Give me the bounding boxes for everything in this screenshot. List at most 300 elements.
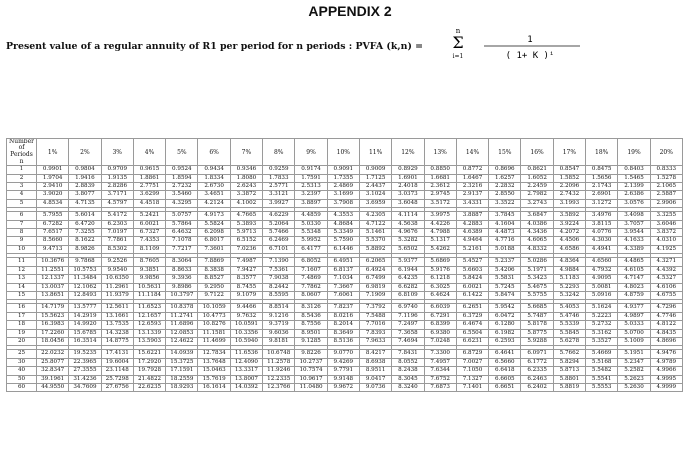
period-cell: 15 [7, 291, 37, 299]
factor-cell: 5.2337 [489, 258, 521, 266]
factor-cell: 5.0330 [295, 220, 327, 228]
factor-cell: 2.6386 [618, 191, 650, 199]
factor-cell: 7.4869 [295, 275, 327, 283]
factor-cell: 5.3282 [392, 237, 424, 245]
table-row [7, 199, 683, 207]
factor-cell: 5.2421 [133, 212, 165, 220]
factor-cell: 11.2551 [37, 266, 69, 274]
factor-cell: 0.9091 [327, 166, 359, 174]
factor-cell: 4.3271 [650, 258, 682, 266]
period-cell: 3 [7, 183, 37, 191]
factor-cell: 8.3838 [198, 266, 230, 274]
factor-cell: 4.9476 [650, 350, 682, 358]
factor-cell: 4.4865 [618, 258, 650, 266]
period-cell: 40 [7, 367, 37, 375]
factor-cell: 5.7955 [37, 212, 69, 220]
factor-cell: 4.0776 [586, 229, 618, 237]
rate-header: 1% [37, 139, 69, 166]
factor-cell: 14.9920 [69, 321, 101, 329]
rate-header: 9% [295, 139, 327, 166]
factor-cell: 4.5638 [392, 220, 424, 228]
factor-cell: 7.0236 [230, 245, 262, 253]
factor-cell: 2.2096 [553, 183, 585, 191]
factor-cell: 5.3162 [586, 329, 618, 337]
factor-cell: 5.0700 [618, 329, 650, 337]
factor-cell: 5.8819 [553, 383, 585, 391]
factor-cell: 5.2630 [618, 383, 650, 391]
factor-cell: 7.1034 [327, 275, 359, 283]
factor-cell: 13.8007 [230, 375, 262, 383]
factor-cell: 10.0591 [230, 321, 262, 329]
factor-cell: 3.9927 [263, 199, 295, 207]
factor-cell: 17.2920 [133, 358, 165, 366]
factor-cell: 9.0770 [327, 350, 359, 358]
page-title: APPENDIX 2 [308, 3, 392, 19]
factor-cell: 5.0081 [586, 283, 618, 291]
factor-cell: 3.6048 [392, 199, 424, 207]
factor-cell: 5.8294 [553, 358, 585, 366]
factor-cell: 3.9544 [618, 229, 650, 237]
factor-cell: 9.9540 [101, 266, 133, 274]
factor-cell: 8.3649 [327, 329, 359, 337]
factor-cell: 18.0456 [37, 337, 69, 345]
factor-cell: 23.1148 [101, 367, 133, 375]
factor-cell: 9.1216 [263, 312, 295, 320]
factor-cell: 1.6052 [521, 174, 553, 182]
factor-cell: 4.4859 [295, 212, 327, 220]
factor-cell: 2.9137 [456, 191, 488, 199]
factor-cell: 3.4976 [586, 212, 618, 220]
period-cell: 17 [7, 312, 37, 320]
formula-numerator: 1 [527, 35, 533, 45]
factor-cell: 3.3522 [489, 199, 521, 207]
factor-cell: 0.8475 [586, 166, 618, 174]
factor-cell: 5.0333 [618, 321, 650, 329]
factor-cell: 32.8347 [37, 367, 69, 375]
factor-cell: 5.6685 [521, 304, 553, 312]
rate-header: 7% [230, 139, 262, 166]
factor-cell: 5.1951 [618, 350, 650, 358]
factor-cell: 4.8122 [650, 321, 682, 329]
factor-cell: 14.2919 [69, 312, 101, 320]
factor-cell: 8.5302 [101, 245, 133, 253]
factor-cell: 5.2347 [618, 358, 650, 366]
factor-cell: 5.5831 [489, 275, 521, 283]
factor-cell: 10.7574 [295, 367, 327, 375]
factor-cell: 5.6014 [69, 212, 101, 220]
factor-cell: 4.8364 [553, 258, 585, 266]
factor-cell: 5.9542 [489, 304, 521, 312]
factor-cell: 1.5852 [553, 174, 585, 182]
table-row [7, 367, 683, 375]
factor-cell: 13.8651 [37, 291, 69, 299]
period-cell: 1 [7, 166, 37, 174]
factor-cell: 5.8424 [456, 275, 488, 283]
factor-cell: 15.6785 [69, 329, 101, 337]
factor-cell: 3.6847 [521, 212, 553, 220]
factor-cell: 8.5136 [327, 337, 359, 345]
factor-cell: 2.2459 [521, 183, 553, 191]
factor-cell: 8.2442 [263, 283, 295, 291]
factor-cell: 7.1196 [392, 312, 424, 320]
factor-cell: 2.8839 [69, 183, 101, 191]
rate-header: 8% [263, 139, 295, 166]
factor-cell: 8.7556 [295, 321, 327, 329]
table-row [7, 291, 683, 299]
period-cell: 10 [7, 245, 37, 253]
factor-cell: 9.3936 [166, 275, 198, 283]
factor-cell: 3.4098 [618, 212, 650, 220]
factor-cell: 3.3121 [263, 191, 295, 199]
factor-cell: 12.8493 [69, 291, 101, 299]
factor-cell: 7.1078 [166, 237, 198, 245]
factor-cell: 4.6105 [618, 266, 650, 274]
factor-cell: 7.6873 [424, 383, 456, 391]
factor-cell: 9.9856 [133, 275, 165, 283]
factor-cell: 31.4236 [69, 375, 101, 383]
factor-cell: 5.3527 [586, 337, 618, 345]
factor-cell: 6.2593 [489, 337, 521, 345]
factor-cell: 4.3389 [618, 245, 650, 253]
factor-cell: 5.0757 [166, 212, 198, 220]
factor-cell: 7.3667 [327, 283, 359, 291]
factor-cell: 8.4217 [359, 350, 391, 358]
factor-cell: 10.9617 [295, 375, 327, 383]
factor-cell: 14.0392 [230, 383, 262, 391]
factor-cell: 10.3676 [37, 258, 69, 266]
factor-cell: 10.5940 [230, 337, 262, 345]
factor-cell: 3.7845 [489, 212, 521, 220]
factor-cell: 6.5660 [489, 358, 521, 366]
factor-cell: 8.6938 [359, 358, 391, 366]
factor-cell: 4.9789 [650, 358, 682, 366]
factor-cell: 9.7791 [327, 367, 359, 375]
rate-header: 11% [359, 139, 391, 166]
factor-cell: 25.7298 [101, 375, 133, 383]
factor-cell: 7.1050 [456, 367, 488, 375]
factor-cell: 6.4674 [456, 321, 488, 329]
rate-header: 12% [392, 139, 424, 166]
factor-cell: 1.8080 [230, 174, 262, 182]
factor-cell: 7.0027 [456, 358, 488, 366]
table-row [7, 212, 683, 220]
factor-cell: 4.7716 [489, 237, 521, 245]
factor-cell: 4.1002 [230, 199, 262, 207]
factor-cell: 5.5845 [553, 329, 585, 337]
rate-header: 18% [586, 139, 618, 166]
factor-cell: 19.5235 [69, 350, 101, 358]
formula-sum-lower: i=1 [452, 53, 464, 60]
factor-cell: 6.6039 [424, 304, 456, 312]
rate-header: 20% [650, 139, 682, 166]
factor-cell: 9.6036 [263, 329, 295, 337]
factor-cell: 6.2303 [101, 220, 133, 228]
factor-cell: 0.9346 [230, 166, 262, 174]
factor-cell: 6.5504 [456, 329, 488, 337]
period-cell: 19 [7, 329, 37, 337]
period-cell: 2 [7, 174, 37, 182]
factor-cell: 6.6651 [489, 383, 521, 391]
rate-header: 17% [553, 139, 585, 166]
factor-cell: 4.5797 [101, 199, 133, 207]
factor-cell: 10.8276 [198, 321, 230, 329]
factor-cell: 4.9884 [553, 266, 585, 274]
factor-cell: 4.6586 [553, 245, 585, 253]
factor-cell: 10.6350 [101, 275, 133, 283]
table-body [7, 166, 683, 392]
factor-cell: 7.6752 [424, 375, 456, 383]
factor-cell: 4.8023 [618, 283, 650, 291]
factor-cell: 12.4622 [166, 337, 198, 345]
factor-cell: 2.3216 [456, 183, 488, 191]
factor-cell: 9.1285 [295, 337, 327, 345]
factor-cell: 4.8435 [650, 329, 682, 337]
factor-cell: 34.7609 [69, 383, 101, 391]
factor-cell: 4.6065 [521, 237, 553, 245]
factor-cell: 2.8286 [101, 183, 133, 191]
factor-cell: 5.6502 [392, 245, 424, 253]
factor-cell: 4.1604 [489, 220, 521, 228]
factor-cell: 5.5348 [295, 229, 327, 237]
period-cell: 13 [7, 275, 37, 283]
factor-cell: 2.8550 [489, 191, 521, 199]
factor-cell: 2.6243 [230, 183, 262, 191]
factor-cell: 10.1059 [198, 304, 230, 312]
factor-cell: 1.7833 [263, 174, 295, 182]
factor-cell: 7.1327 [456, 375, 488, 383]
factor-cell: 5.4746 [553, 312, 585, 320]
factor-cell: 6.4235 [392, 275, 424, 283]
table-row [7, 174, 683, 182]
factor-cell: 25.8077 [37, 358, 69, 366]
factor-cell: 4.2072 [553, 229, 585, 237]
factor-cell: 6.8137 [327, 266, 359, 274]
factor-cell: 13.7648 [198, 358, 230, 366]
factor-cell: 4.7296 [650, 304, 682, 312]
factor-cell: 1.8594 [166, 174, 198, 182]
factor-cell: 11.1184 [133, 291, 165, 299]
factor-cell: 7.8431 [392, 350, 424, 358]
factor-cell: 4.8759 [618, 291, 650, 299]
factor-cell: 5.5755 [521, 291, 553, 299]
factor-cell: 9.0736 [359, 383, 391, 391]
factor-cell: 4.4518 [133, 199, 165, 207]
factor-cell: 7.5361 [263, 266, 295, 274]
factor-cell: 5.4053 [553, 304, 585, 312]
factor-cell: 10.2737 [295, 358, 327, 366]
factor-cell: 7.1607 [295, 266, 327, 274]
factor-cell: 8.0552 [392, 358, 424, 366]
table-row [7, 358, 683, 366]
factor-cell: 5.3423 [521, 275, 553, 283]
factor-cell: 8.3045 [392, 375, 424, 383]
table-row [7, 229, 683, 237]
table-row [7, 166, 683, 174]
factor-cell: 5.7590 [327, 237, 359, 245]
factor-cell: 14.3238 [101, 329, 133, 337]
factor-cell: 5.6869 [424, 258, 456, 266]
factor-cell: 12.1337 [37, 275, 69, 283]
factor-cell: 11.3484 [69, 275, 101, 283]
period-cell: 25 [7, 350, 37, 358]
factor-cell: 10.8378 [166, 304, 198, 312]
factor-cell: 1.7591 [295, 174, 327, 182]
factor-cell: 5.7662 [553, 350, 585, 358]
factor-cell: 5.4206 [489, 266, 521, 274]
factor-cell: 4.7122 [359, 220, 391, 228]
rate-header: 15% [489, 139, 521, 166]
rate-header: 4% [133, 139, 165, 166]
table-row [7, 266, 683, 274]
factor-cell: 9.7632 [230, 312, 262, 320]
period-cell: 11 [7, 258, 37, 266]
factor-cell: 5.4675 [521, 283, 553, 291]
factor-cell: 9.4269 [327, 358, 359, 366]
factor-cell: 4.4226 [424, 220, 456, 228]
pvfa-table [6, 138, 683, 392]
factor-cell: 5.2161 [456, 245, 488, 253]
factor-cell: 6.4632 [166, 229, 198, 237]
factor-cell: 11.4699 [198, 337, 230, 345]
factor-cell: 7.6344 [424, 367, 456, 375]
factor-cell: 3.8115 [586, 220, 618, 228]
factor-cell: 5.7466 [263, 229, 295, 237]
factor-cell: 8.2014 [327, 321, 359, 329]
factor-cell: 0.9709 [101, 166, 133, 174]
factor-cell: 10.4773 [198, 312, 230, 320]
factor-cell: 8.5595 [263, 291, 295, 299]
period-cell: 7 [7, 220, 37, 228]
factor-cell: 1.5465 [618, 174, 650, 182]
factor-cell: 12.1657 [133, 312, 165, 320]
factor-cell: 3.6959 [359, 199, 391, 207]
factor-cell: 7.4987 [230, 258, 262, 266]
factor-cell: 16.3514 [69, 337, 101, 345]
rate-header: 10% [327, 139, 359, 166]
factor-cell: 1.9135 [101, 174, 133, 182]
factor-cell: 13.7535 [101, 321, 133, 329]
table-row [7, 258, 683, 266]
factor-cell: 8.9511 [359, 367, 391, 375]
factor-cell: 6.9380 [424, 329, 456, 337]
factor-cell: 16.3983 [37, 321, 69, 329]
factor-cell: 6.4951 [327, 258, 359, 266]
factor-cell: 6.2463 [521, 375, 553, 383]
factor-cell: 2.2832 [489, 183, 521, 191]
factor-cell: 0.8333 [650, 166, 682, 174]
factor-cell: 9.8986 [166, 283, 198, 291]
rate-header: 14% [456, 139, 488, 166]
factor-cell: 6.1982 [489, 329, 521, 337]
formula-sum-upper: n [455, 27, 461, 35]
factor-cell: 2.4437 [359, 183, 391, 191]
factor-cell: 2.5887 [650, 191, 682, 199]
factor-cell: 2.9410 [37, 183, 69, 191]
factor-cell: 0.9259 [263, 166, 295, 174]
factor-cell: 6.4720 [69, 220, 101, 228]
factor-cell: 6.8052 [295, 258, 327, 266]
factor-cell: 8.1622 [69, 237, 101, 245]
factor-cell: 3.2397 [295, 191, 327, 199]
factor-cell: 7.7861 [101, 237, 133, 245]
factor-cell: 3.6046 [650, 220, 682, 228]
factor-cell: 6.1280 [489, 321, 521, 329]
factor-cell: 9.2526 [101, 258, 133, 266]
factor-cell: 6.2335 [521, 367, 553, 375]
factor-cell: 2.6901 [586, 191, 618, 199]
factor-cell: 4.6755 [650, 291, 682, 299]
factor-cell: 11.6536 [230, 350, 262, 358]
factor-cell: 13.5903 [133, 337, 165, 345]
factor-cell: 6.3025 [424, 283, 456, 291]
factor-cell: 5.9377 [392, 258, 424, 266]
factor-cell: 5.9288 [521, 337, 553, 345]
factor-cell: 1.6467 [456, 174, 488, 182]
factor-cell: 5.3893 [230, 220, 262, 228]
factor-cell: 3.7908 [327, 199, 359, 207]
factor-cell: 5.2223 [586, 312, 618, 320]
factor-cell: 0.9804 [69, 166, 101, 174]
factor-cell: 6.2098 [198, 229, 230, 237]
rate-header: 5% [166, 139, 198, 166]
table-row [7, 383, 683, 391]
factor-cell: 6.7327 [133, 229, 165, 237]
factor-cell: 4.3295 [166, 199, 198, 207]
factor-cell: 6.9740 [392, 304, 424, 312]
factor-cell: 3.9224 [553, 220, 585, 228]
table-row [7, 237, 683, 245]
period-cell: 50 [7, 375, 37, 383]
factor-cell: 4.9095 [586, 275, 618, 283]
factor-cell: 5.4262 [424, 245, 456, 253]
factor-cell: 8.1109 [133, 245, 165, 253]
factor-cell: 7.3601 [198, 245, 230, 253]
factor-cell: 0.8772 [456, 166, 488, 174]
factor-cell: 3.1024 [359, 191, 391, 199]
factor-cell: 5.1317 [424, 237, 456, 245]
factor-cell: 4.9173 [198, 212, 230, 220]
formula-denominator: ( 1+ K )ⁱ [505, 51, 555, 61]
factor-cell: 4.2305 [359, 212, 391, 220]
factor-cell: 5.5824 [198, 220, 230, 228]
corner-label: Number of Periods [8, 138, 35, 158]
factor-cell: 5.9952 [295, 237, 327, 245]
factor-cell: 4.9995 [650, 375, 682, 383]
factor-cell: 7.8869 [198, 258, 230, 266]
factor-cell: 7.9038 [263, 275, 295, 283]
factor-cell: 5.1971 [521, 266, 553, 274]
factor-cell: 8.3064 [166, 258, 198, 266]
factor-cell: 6.0971 [521, 350, 553, 358]
factor-cell: 7.7016 [359, 321, 391, 329]
factor-cell: 14.7179 [37, 304, 69, 312]
factor-cell: 4.6106 [650, 283, 682, 291]
factor-cell: 4.8534 [37, 199, 69, 207]
factor-cell: 11.6896 [166, 321, 198, 329]
factor-cell: 3.0576 [618, 199, 650, 207]
factor-cell: 4.9897 [618, 312, 650, 320]
table-row [7, 304, 683, 312]
factor-cell: 2.5313 [295, 183, 327, 191]
rate-header: 3% [101, 139, 133, 166]
table-row [7, 183, 683, 191]
factor-cell: 6.8729 [456, 350, 488, 358]
factor-cell: 4.9999 [650, 383, 682, 391]
factor-cell: 4.1633 [618, 237, 650, 245]
factor-cell: 4.8684 [327, 220, 359, 228]
factor-cell: 9.2950 [198, 283, 230, 291]
factor-cell: 5.3242 [553, 291, 585, 299]
